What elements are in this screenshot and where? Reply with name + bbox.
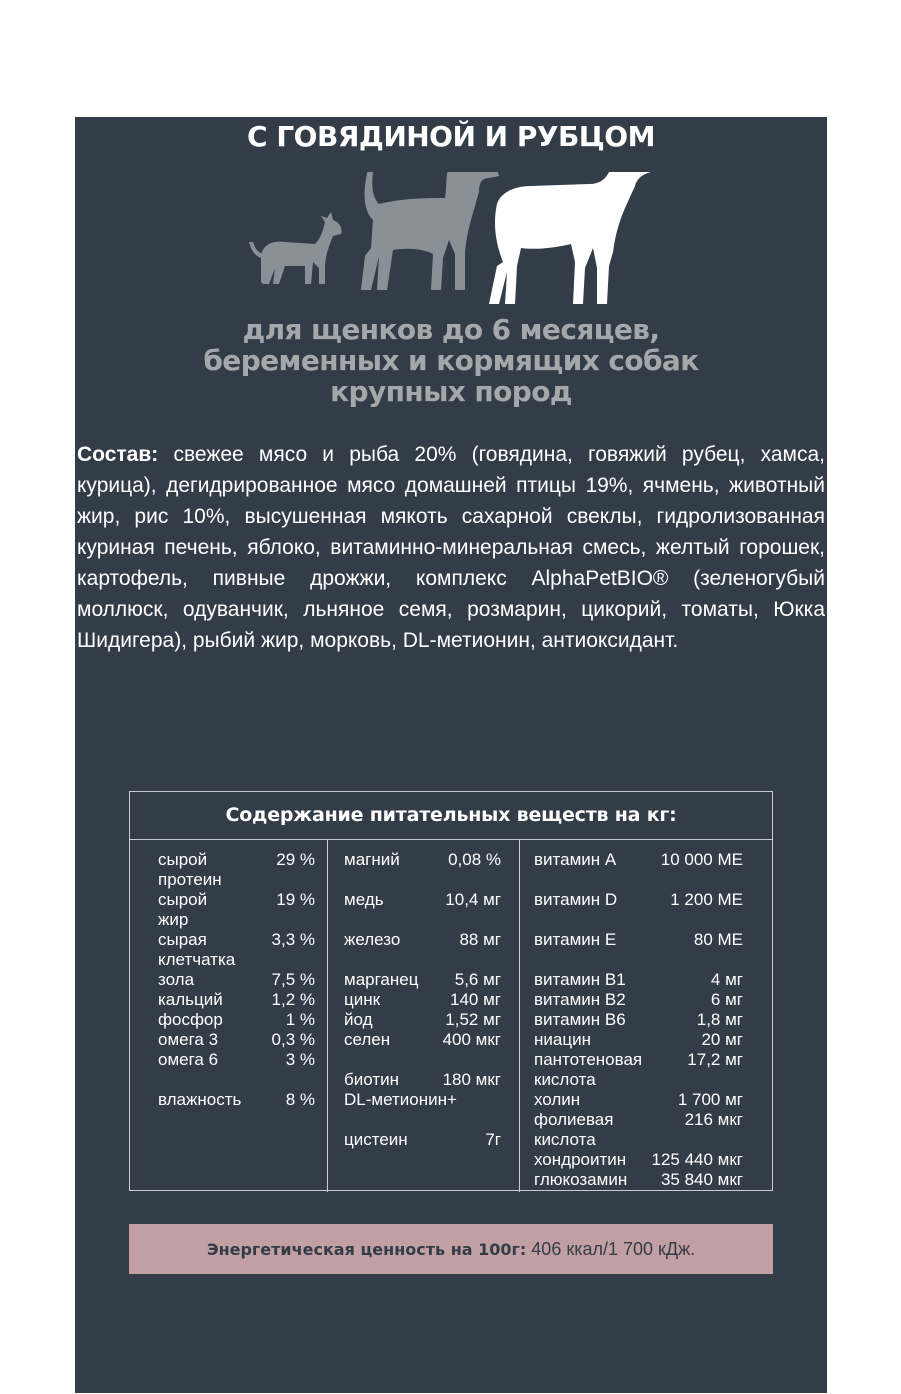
nutrient-value: 3,3 % — [271, 930, 315, 949]
nutrient-row — [158, 1090, 315, 1110]
nutrient-row — [344, 1030, 501, 1050]
nutrient-name: медь — [344, 890, 384, 909]
composition-text — [77, 439, 825, 656]
nutrient-row — [534, 1150, 743, 1170]
nutrient-name: холин — [534, 1090, 581, 1109]
nutrient-name: влажность — [158, 1090, 242, 1109]
nutrient-row — [344, 1130, 501, 1150]
nutrient-value: 10 000 МЕ — [660, 850, 743, 869]
nutrient-value: 1 700 мг — [677, 1090, 743, 1109]
nutrient-name: зола — [158, 970, 195, 989]
nutrient-value: 19 % — [276, 890, 315, 909]
nutrient-name: ниацин — [534, 1030, 591, 1049]
nutrient-name: марганец — [344, 970, 419, 989]
nutrient-row — [344, 930, 501, 950]
nutrient-name: омега 6 — [158, 1050, 219, 1069]
composition-label: Состав: — [77, 443, 159, 466]
nutrients-column-1 — [130, 840, 328, 1192]
nutrient-row — [534, 990, 743, 1010]
composition-body: свежее мясо и рыба 20% (говядина, говяжий рубец, хамса, курица), дегидрированное мясо домашней птицы 19%, ячмень, животный жир, рис 10%, высушенная мякоть сахарной свеклы, гидролизованная куриная печень, яблоко, витаминно-минеральная смесь, желтый горошек, картофель, пивные дрожжи, комплекс AlphaPetBIO® (зеленогубый моллюск, одуванчик, льняное семя, розмарин, цикорий, томаты, Юкка Шидигера), рыбий жир, морковь, DL-метионин, антиоксидант. — [77, 443, 825, 652]
nutrient-name: железо — [344, 930, 401, 949]
nutrients-table — [129, 791, 773, 1191]
nutrient-value: 125 440 мкг — [651, 1150, 743, 1169]
nutrient-value: 216 мкг — [684, 1110, 743, 1129]
nutrient-value: 20 мг — [701, 1030, 743, 1049]
nutrient-name: витамин В1 — [534, 970, 626, 989]
nutrient-value: 0,08 % — [448, 850, 501, 869]
nutrient-row — [158, 990, 315, 1010]
nutrient-row — [344, 1090, 501, 1110]
nutrient-row — [534, 1110, 743, 1150]
dog-size-illustration — [75, 172, 827, 312]
nutrient-name: цинк — [344, 990, 381, 1009]
energy-value-bar — [129, 1224, 773, 1274]
nutrient-name: сырой — [158, 890, 208, 909]
nutrient-name-cont: кислота — [534, 1070, 596, 1089]
nutrient-row — [158, 850, 315, 890]
nutrient-name: пантотеновая — [534, 1050, 643, 1069]
nutrient-row — [158, 1050, 315, 1070]
nutrient-name: витамин Е — [534, 930, 617, 949]
nutrient-name: йод — [344, 1010, 373, 1029]
nutrient-row — [158, 1010, 315, 1030]
nutrient-value: 7г — [485, 1130, 501, 1149]
nutrient-row — [344, 890, 501, 910]
nutrient-value: 80 МЕ — [693, 930, 743, 949]
nutrient-row — [344, 850, 501, 870]
subtitle-line-3: крупных пород — [330, 375, 572, 408]
product-info-panel — [75, 117, 827, 1393]
nutrient-name: кальций — [158, 990, 223, 1009]
nutrient-name-cont: жир — [158, 910, 189, 929]
subtitle-line-2: беременных и кормящих собак — [203, 344, 699, 377]
nutrient-name: витамин В6 — [534, 1010, 626, 1029]
nutrient-value: 7,5 % — [271, 970, 315, 989]
nutrient-row — [534, 1010, 743, 1030]
nutrient-value: 10,4 мг — [445, 890, 501, 909]
nutrient-name: хондроитин — [534, 1150, 627, 1169]
nutrient-name: селен — [344, 1030, 391, 1049]
nutrient-name: сырой — [158, 850, 208, 869]
nutrient-value: 88 мг — [459, 930, 501, 949]
nutrient-name: фосфор — [158, 1010, 223, 1029]
nutrient-value: 8 % — [285, 1090, 315, 1109]
nutrient-name: DL-метионин+ — [344, 1090, 457, 1109]
nutrient-row — [534, 850, 743, 870]
nutrients-heading: Содержание питательных веществ на кг: — [130, 792, 772, 840]
nutrient-value: 400 мкг — [442, 1030, 501, 1049]
nutrient-value: 180 мкг — [442, 1070, 501, 1089]
nutrient-row — [534, 1050, 743, 1090]
nutrient-value: 29 % — [276, 850, 315, 869]
nutrient-value: 3 % — [285, 1050, 315, 1069]
nutrient-row — [534, 1030, 743, 1050]
nutrient-value: 0,3 % — [271, 1030, 315, 1049]
energy-value: 406 ккал/1 700 кДж. — [531, 1239, 696, 1259]
small-dog-icon — [249, 212, 342, 284]
medium-dog-icon — [361, 172, 499, 302]
energy-label: Энергетическая ценность на 100г: — [206, 1240, 527, 1259]
nutrient-name: витамин А — [534, 850, 617, 869]
nutrient-name: витамин В2 — [534, 990, 626, 1009]
large-dog-icon — [489, 172, 661, 304]
nutrients-column-3 — [520, 840, 771, 1192]
nutrient-name: омега 3 — [158, 1030, 219, 1049]
nutrient-value: 4 мг — [710, 970, 743, 989]
nutrient-value: 1,52 мг — [445, 1010, 501, 1029]
nutrient-name: витамин D — [534, 890, 618, 909]
nutrient-row — [158, 970, 315, 990]
nutrient-row — [344, 1070, 501, 1090]
nutrient-value: 1,8 мг — [696, 1010, 743, 1029]
nutrient-name: магний — [344, 850, 400, 869]
product-title: С ГОВЯДИНОЙ И РУБЦОМ — [247, 120, 655, 153]
nutrient-name: сырая — [158, 930, 207, 949]
nutrient-row — [158, 1030, 315, 1050]
nutrient-row — [158, 930, 315, 970]
nutrient-row — [344, 970, 501, 990]
nutrient-value: 17,2 мг — [687, 1050, 743, 1069]
nutrient-name: биотин — [344, 1070, 399, 1089]
nutrient-value: 140 мг — [450, 990, 501, 1009]
nutrients-column-2 — [328, 840, 520, 1192]
nutrient-row — [534, 970, 743, 990]
nutrient-value: 1 200 МЕ — [670, 890, 743, 909]
nutrient-row — [534, 930, 743, 950]
nutrient-row — [534, 1090, 743, 1110]
nutrient-row — [534, 890, 743, 910]
nutrient-row — [158, 890, 315, 930]
nutrient-name: глюкозамин — [534, 1170, 628, 1189]
nutrient-name-cont: клетчатка — [158, 950, 236, 969]
target-audience — [75, 314, 827, 407]
nutrient-name: фолиевая — [534, 1110, 614, 1129]
nutrient-name-cont: протеин — [158, 870, 222, 889]
nutrient-value: 5,6 мг — [454, 970, 501, 989]
nutrient-value: 6 мг — [710, 990, 743, 1009]
nutrient-name-cont: кислота — [534, 1130, 596, 1149]
subtitle-line-1: для щенков до 6 месяцев, — [242, 313, 660, 346]
nutrient-value: 1,2 % — [271, 990, 315, 1009]
nutrient-row — [534, 1170, 743, 1190]
nutrient-row — [344, 990, 501, 1010]
nutrient-value: 35 840 мкг — [660, 1170, 743, 1189]
nutrient-value: 1 % — [285, 1010, 315, 1029]
nutrient-name: цистеин — [344, 1130, 408, 1149]
nutrient-row — [344, 1010, 501, 1030]
